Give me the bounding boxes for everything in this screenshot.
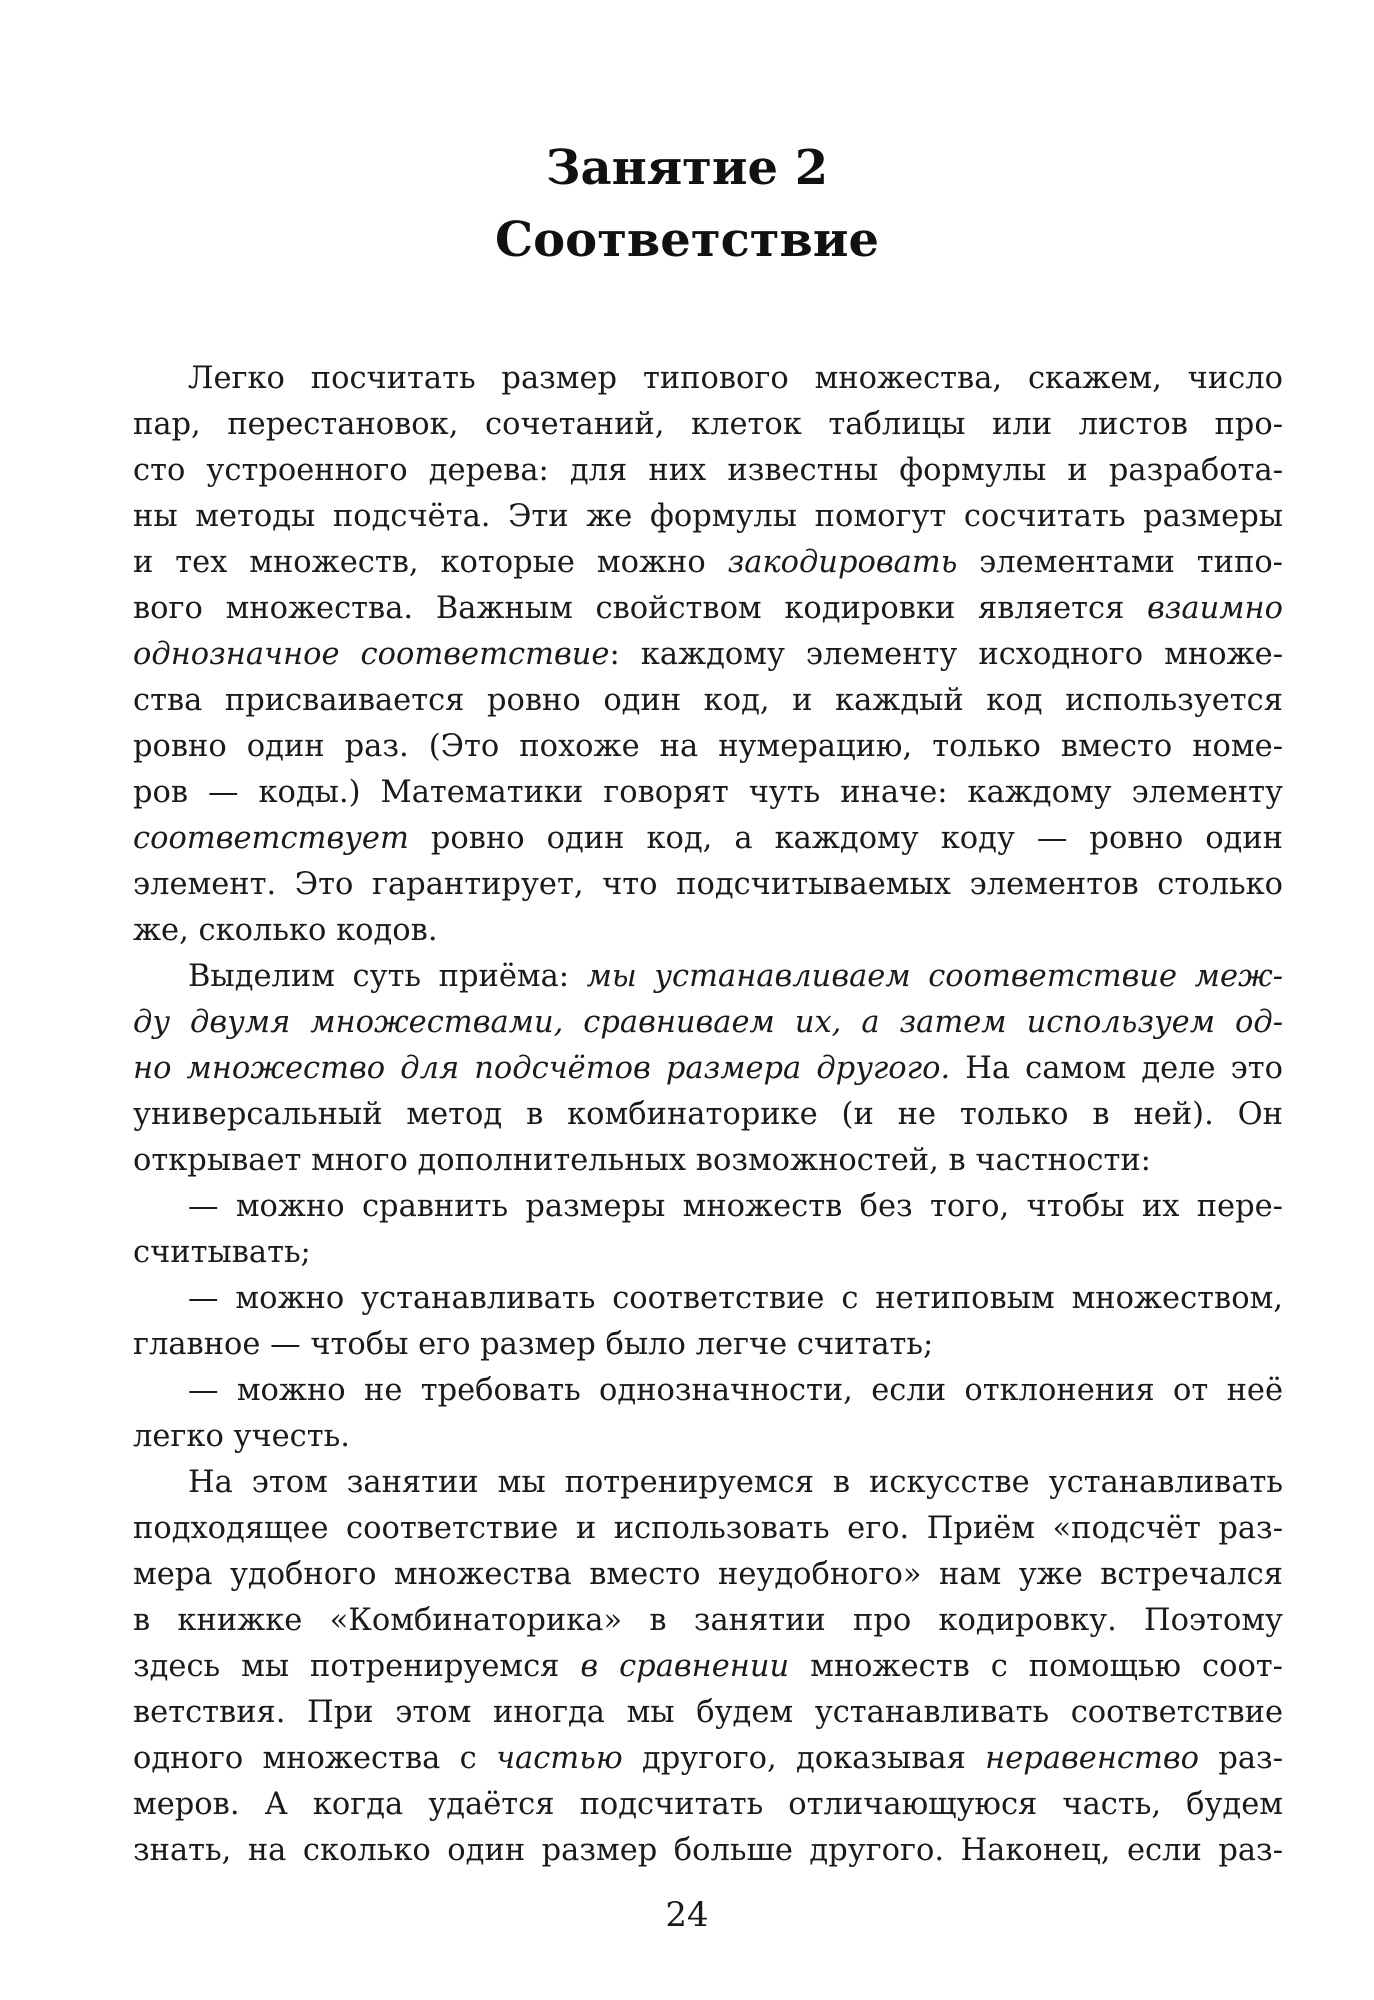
text-line — [133, 448, 1283, 494]
text-run: же, сколько кодов. — [133, 913, 438, 948]
text-run: одного множества с — [133, 1741, 497, 1776]
italic-phrase: но множество для подсчётов размера другого. — [133, 1051, 951, 1086]
text-run: элементами типо- — [957, 545, 1283, 580]
text-line — [133, 1184, 1283, 1230]
text-line — [133, 1506, 1283, 1552]
italic-phrase: ду двумя множествами, сравниваем их, а затем используем од- — [133, 1005, 1283, 1040]
text-run: — можно не требовать однозначности, если отклонения от неё — [188, 1373, 1283, 1408]
text-line — [133, 1782, 1283, 1828]
text-run: считывать; — [133, 1235, 311, 1270]
text-line — [133, 494, 1283, 540]
text-line — [133, 632, 1283, 678]
text-run: ства присваивается ровно один код, и каждый код используется — [133, 683, 1283, 718]
text-line — [133, 770, 1283, 816]
text-run: Легко посчитать размер типового множества, скажем, число — [188, 361, 1283, 396]
text-run: ны методы подсчёта. Эти же формулы помогут сосчитать размеры — [133, 499, 1283, 534]
italic-phrase: взаимно — [1147, 591, 1283, 626]
text-run: На самом деле это — [950, 1051, 1283, 1086]
text-run: — можно сравнить размеры множеств без того, чтобы их пере- — [188, 1189, 1283, 1224]
text-line — [133, 1644, 1283, 1690]
text-run: — можно устанавливать соответствие с нетиповым множеством, — [188, 1281, 1283, 1316]
text-run: и тех множеств, которые можно — [133, 545, 728, 580]
text-line — [133, 586, 1283, 632]
text-line — [133, 1000, 1283, 1046]
text-run: раз- — [1199, 1741, 1283, 1776]
text-line — [133, 908, 1283, 954]
text-line — [133, 862, 1283, 908]
text-run: ровно один код, а каждому коду — ровно один — [408, 821, 1283, 856]
text-line — [133, 1230, 1283, 1276]
text-line — [133, 402, 1283, 448]
text-line — [133, 356, 1283, 402]
text-run: элемент. Это гарантирует, что подсчитываемых элементов столько — [133, 867, 1283, 902]
italic-phrase: мы устанавливаем соответствие меж- — [586, 959, 1283, 994]
text-line — [133, 1414, 1283, 1460]
text-run: множеств с помощью соот- — [789, 1649, 1283, 1684]
page-number: 24 — [665, 1895, 709, 1935]
text-line — [133, 678, 1283, 724]
text-run: ровно один раз. (Это похоже на нумерацию, только вместо номе- — [133, 729, 1283, 764]
italic-phrase: соответствует — [133, 821, 409, 856]
italic-phrase: однозначное соответствие — [133, 637, 610, 672]
italic-phrase: закодировать — [727, 545, 958, 580]
text-run: ветствия. При этом иногда мы будем устанавливать соответствие — [133, 1695, 1283, 1730]
text-line — [133, 1552, 1283, 1598]
text-run: сто устроенного дерева: для них известны формулы и разработа- — [133, 453, 1283, 488]
text-line — [133, 1046, 1283, 1092]
text-line — [133, 1322, 1283, 1368]
text-line — [133, 724, 1283, 770]
text-line — [133, 1276, 1283, 1322]
text-line — [133, 1460, 1283, 1506]
text-line — [133, 1138, 1283, 1184]
text-run: меров. А когда удаётся подсчитать отличающуюся часть, будем — [133, 1787, 1283, 1822]
text-run: вого множества. Важным свойством кодировки является — [133, 591, 1148, 626]
italic-phrase: неравенство — [985, 1741, 1200, 1776]
text-run: открывает много дополнительных возможностей, в частности: — [133, 1143, 1151, 1178]
lesson-heading: Занятие 2 — [545, 140, 829, 196]
text-run: здесь мы потренируемся — [133, 1649, 581, 1684]
text-run: главное — чтобы его размер было легче считать; — [133, 1327, 934, 1362]
text-line — [133, 1690, 1283, 1736]
text-line — [133, 1368, 1283, 1414]
text-run: На этом занятии мы потренируемся в искусстве устанавливать — [188, 1465, 1283, 1500]
text-run: другого, доказывая — [622, 1741, 986, 1776]
italic-phrase: частью — [496, 1741, 623, 1776]
text-run: легко учесть. — [133, 1419, 350, 1454]
text-line — [133, 1736, 1283, 1782]
body-text — [133, 356, 1283, 1874]
text-run: подходящее соответствие и использовать его. Приём «подсчёт раз- — [133, 1511, 1283, 1546]
text-run: в книжке «Комбинаторика» в занятии про кодировку. Поэтому — [133, 1603, 1283, 1638]
text-run: Выделим суть приёма: — [188, 959, 587, 994]
text-run: знать, на сколько один размер больше другого. Наконец, если раз- — [133, 1833, 1283, 1868]
text-line — [133, 1598, 1283, 1644]
text-line — [133, 816, 1283, 862]
text-line — [133, 954, 1283, 1000]
italic-phrase: в сравнении — [580, 1649, 790, 1684]
text-line — [133, 1828, 1283, 1874]
text-line — [133, 1092, 1283, 1138]
text-run: : каждому элементу исходного множе- — [609, 637, 1283, 672]
text-run: универсальный метод в комбинаторике (и не только в ней). Он — [133, 1097, 1283, 1132]
text-run: мера удобного множества вместо неудобного» нам уже встречался — [133, 1557, 1283, 1592]
topic-heading: Соответствие — [494, 212, 880, 268]
text-run: пар, перестановок, сочетаний, клеток таблицы или листов про- — [133, 407, 1283, 442]
text-line — [133, 540, 1283, 586]
text-run: ров — коды.) Математики говорят чуть иначе: каждому элементу — [133, 775, 1283, 810]
